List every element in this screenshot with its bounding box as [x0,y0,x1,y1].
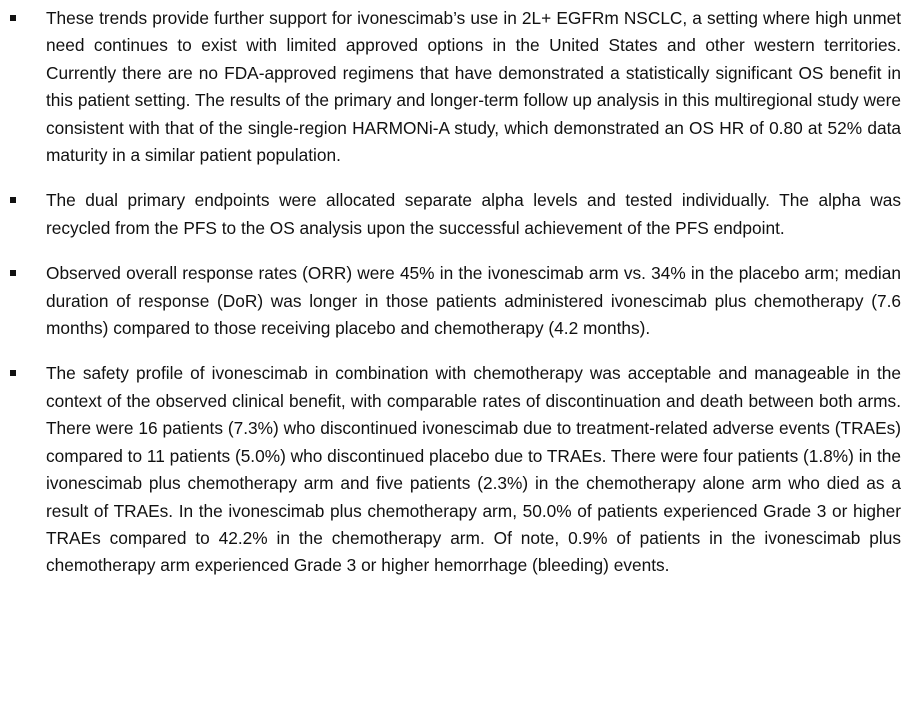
square-bullet-icon [10,15,16,21]
square-bullet-icon [10,270,16,276]
bullet-text: The safety profile of ivonescimab in combination with chemotherapy was acceptable and manageable in the context of the observed clinical benefit, with comparable rates of discontinuation and death between both arms. There were 16 patients (7.3%) who discontinued ivonescimab due to treatment-related adverse events (TRAEs) compared to 11 patients (5.0%) who discontinued placebo due to TRAEs. There were four patients (1.8%) in the ivonescimab plus chemotherapy arm and five patients (2.3%) in the chemotherapy alone arm who died as a result of TRAEs. In the ivonescimab plus chemotherapy arm, 50.0% of patients experienced Grade 3 or higher TRAEs compared to 42.2% in the chemotherapy arm. Of note, 0.9% of patients in the ivonescimab plus chemotherapy arm experienced Grade 3 or higher hemorrhage (bleeding) events. [46,363,901,576]
square-bullet-icon [10,370,16,376]
bullet-text: The dual primary endpoints were allocated separate alpha levels and tested individually. The alpha was recycled from the PFS to the OS analysis upon the successful achievement of the PFS endpoint. [46,190,901,238]
square-bullet-icon [10,197,16,203]
bullet-item-safety [0,360,911,579]
bullet-item-endpoints [0,187,911,242]
bullet-text: These trends provide further support for ivonescimab’s use in 2L+ EGFRm NSCLC, a setting where high unmet need continues to exist with limited approved options in the United States and other western territories. Currently there are no FDA-approved regimens that have demonstrated a statistically significant OS benefit in this patient setting. The results of the primary and longer-term follow up analysis in this multiregional study were consistent with that of the single-region HARMONi-A study, which demonstrated an OS HR of 0.80 at 52% data maturity in a similar patient population. [46,8,901,166]
bullet-item-response-rates [0,260,911,342]
bullet-list [0,5,911,598]
bullet-text: Observed overall response rates (ORR) were 45% in the ivonescimab arm vs. 34% in the placebo arm; median duration of response (DoR) was longer in those patients administered ivonescimab plus chemotherapy (7.6 months) compared to those receiving placebo and chemotherapy (4.2 months). [46,263,901,339]
bullet-item-trends [0,5,911,169]
